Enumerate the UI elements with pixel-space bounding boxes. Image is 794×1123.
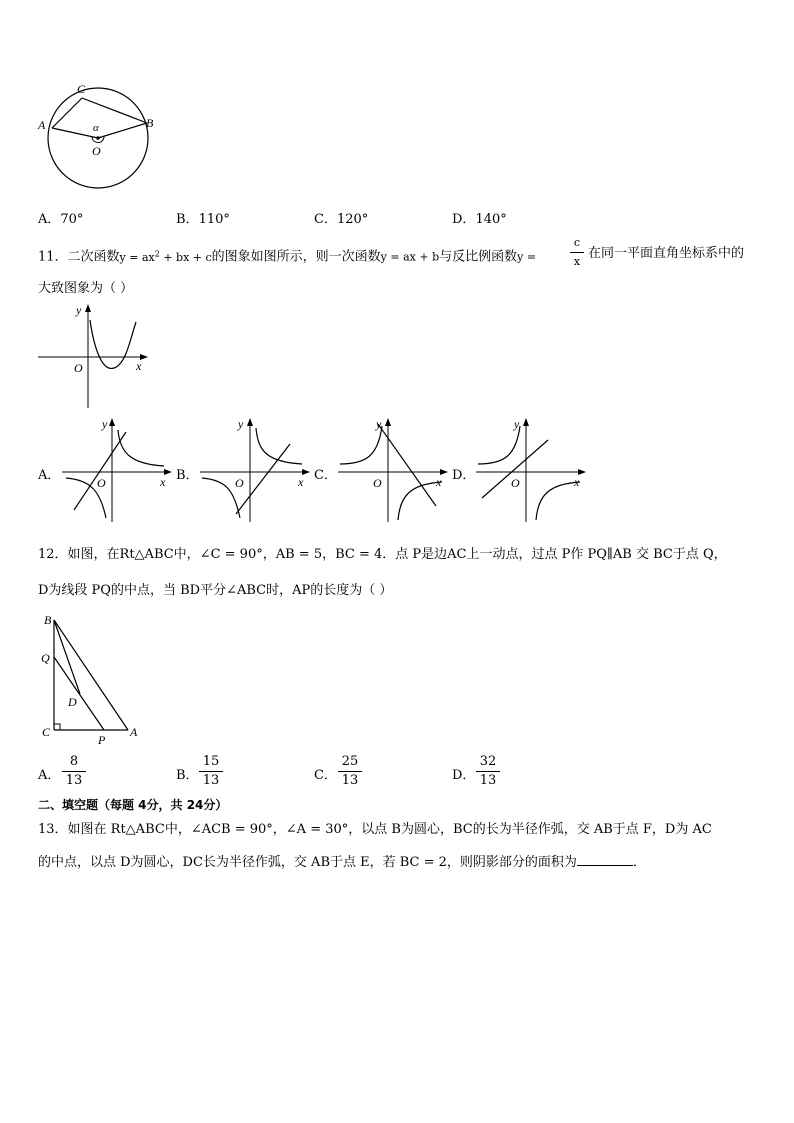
q13-answer-blank[interactable] [577,853,633,866]
q11-c-x-label: x [436,475,442,489]
q12-triangle-figure [38,610,148,746]
q11-option-b-graph[interactable] [198,414,314,524]
section-heading-fill-in: 二、填空题（每题 4分，共 24分） [38,798,228,812]
q13-question-line2: 的中点，以点 D为圆心，DC长为半径作弧，交 AB于点 E，若 BC = 2，则阴影部分的面积为 ． [38,855,646,870]
q10-label-c: C [77,82,86,96]
q11-option-c-graph[interactable] [336,414,452,524]
q10-label-b: B [146,116,154,130]
q10-option-c[interactable]: C．120° [314,212,369,227]
q11-a-x-label: x [160,475,166,489]
q12-label-d: D [68,695,77,709]
q11-d-x-label: x [574,475,580,489]
q11-option-a-graph[interactable] [60,414,176,524]
q12-label-a: A [130,725,138,739]
q11-parabola-x-label: x [136,359,142,373]
q11-question-line1: 11．二次函数$y = ax^2$ + bx + c的图象如图所示，则一次函数y = ax + b与反比例函数y = [38,249,537,265]
q11-reciprocal-lhs: y = [517,250,537,264]
q10-circle-figure [30,78,160,196]
q11-option-d-label[interactable]: D． [452,468,476,483]
q12-option-a[interactable]: A． [38,768,61,783]
q12-option-d[interactable]: D． [452,768,476,783]
q12-label-q: Q [41,651,50,665]
q11-option-c-label[interactable]: C． [314,468,337,483]
q12-option-a-fraction: 8 13 [62,754,86,789]
q11-d-o-label: O [511,476,520,490]
q11-linear-expr: y = ax + b [380,250,440,264]
q12-question-line1: 12．如图，在Rt△ABC中，∠C = 90°，AB = 5，BC = 4．点 P是边AC上一动点，过点 P作 PQ∥AB 交 BC于点 Q， [38,547,727,562]
q10-label-o: O [92,144,101,158]
q12-option-d-fraction: 32 13 [476,754,500,789]
q12-question-line2: D为线段 PQ的中点，当 BD平分∠ABC时，AP的长度为（ ） [38,583,393,598]
q10-label-a: A [38,118,46,132]
q11-quadratic-expr: $y = ax^2$ + bx + c [119,249,212,264]
q11-b-x-label: x [298,475,304,489]
q12-option-b[interactable]: B． [176,768,199,783]
q11-c-y-label: y [376,417,382,431]
q10-option-a[interactable]: A．70° [38,212,84,227]
q11-reciprocal-fraction: c x [570,235,584,270]
q13-question-line1: 13．如图在 Rt△ABC中，∠ACB = 90°，∠A = 30°，以点 B为圆心，BC的长为半径作弧，交 AB于点 F，D为 AC [38,822,712,837]
q11-b-o-label: O [235,476,244,490]
q11-option-b-label[interactable]: B． [176,468,199,483]
q12-option-c[interactable]: C． [314,768,337,783]
q11-parabola-figure [36,300,152,410]
q11-option-a-label[interactable]: A． [38,468,61,483]
q11-parabola-o-label: O [74,361,83,375]
q11-question-line2: 大致图象为（ ） [38,281,134,296]
q10-label-alpha: α [93,122,99,134]
q11-c-o-label: O [373,476,382,490]
q10-option-d[interactable]: D．140° [452,212,507,227]
q12-option-b-fraction: 15 13 [199,754,223,789]
q11-option-d-graph[interactable] [474,414,590,524]
q11-a-y-label: y [102,417,108,431]
q11-d-y-label: y [514,417,520,431]
q12-label-p: P [98,733,106,746]
q12-label-b: B [44,613,52,627]
q12-option-c-fraction: 25 13 [338,754,362,789]
q11-parabola-y-label: y [76,303,82,317]
q12-label-c: C [42,725,51,739]
q11-question-line1-tail: 在同一平面直角坐标系中的 [588,246,745,261]
q10-option-b[interactable]: B．110° [176,212,230,227]
q11-a-o-label: O [97,476,106,490]
q11-b-y-label: y [238,417,244,431]
